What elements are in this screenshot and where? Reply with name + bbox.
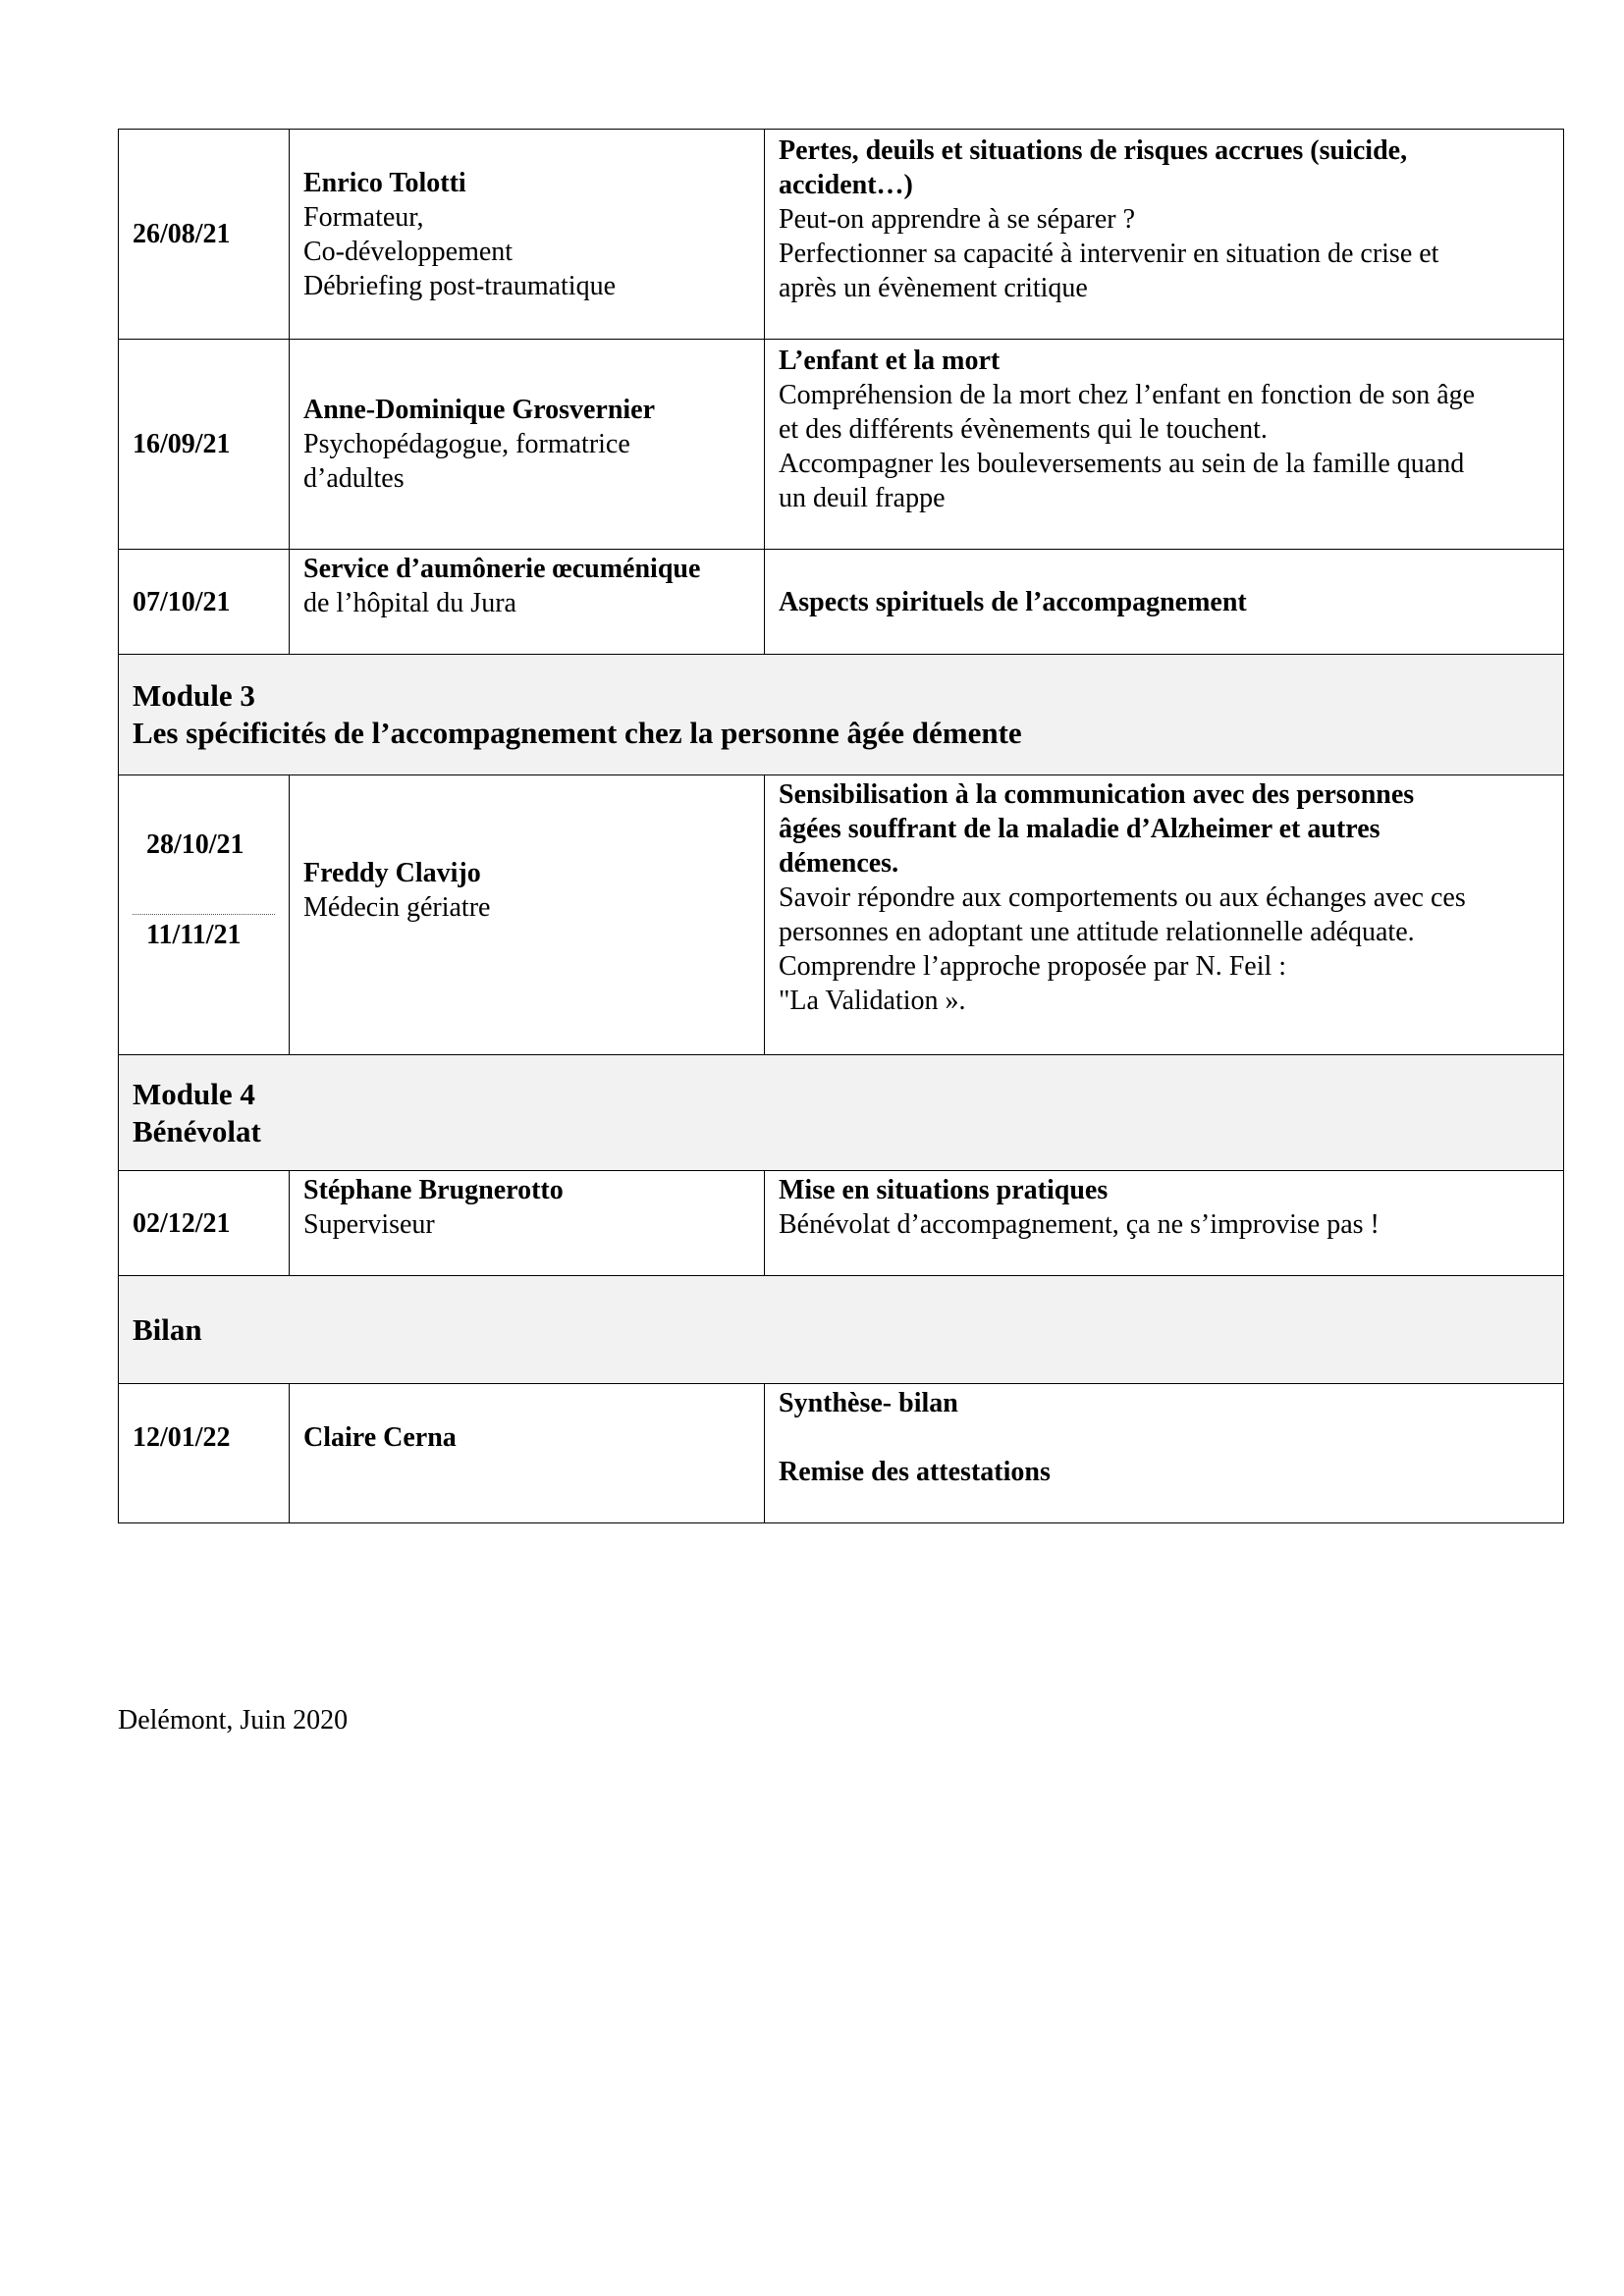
module-cell [119,655,1564,775]
topic-cell [765,1171,1564,1276]
topic-text: Accompagner les bouleversements au sein de la famille quand [779,449,1465,479]
table-row [119,130,1564,340]
module-header [119,1055,1564,1171]
speaker-name: Service d’aumônerie œcuménique [303,554,701,584]
topic-text: après un évènement critique [779,273,1088,303]
topic-title: Aspects spirituels de l’accompagnement [779,586,1247,617]
table-row [119,550,1564,655]
topic-cell [765,775,1564,1055]
session-date-cell [119,775,290,1055]
table-row [119,1171,1564,1276]
module-label: Bilan [133,1311,202,1347]
topic-title: Sensibilisation à la communication avec des personnes [779,779,1415,810]
module-label: Module 4 [133,1076,255,1111]
topic-title: L’enfant et la mort [779,346,1001,376]
topic-text: Compréhension de la mort chez l’enfant en fonction de son âge [779,380,1476,410]
topic-title: Remise des attestations [779,1457,1051,1487]
module-header [119,655,1564,775]
topic-text: "La Validation ». [779,986,966,1016]
speaker-role: Co-développement [303,236,514,267]
session-date: 07/10/21 [119,550,290,655]
session-date: 26/08/21 [119,130,290,340]
topic-text: Peut-on apprendre à se séparer ? [779,204,1136,235]
speaker-cell [290,1171,765,1276]
topic-text: Savoir répondre aux comportements ou aux échanges avec ces [779,882,1466,913]
topic-title: Synthèse- bilan [779,1388,958,1418]
topic-cell [765,550,1564,655]
topic-text: et des différents évènements qui le touchent. [779,414,1268,445]
topic-title: âgées souffrant de la maladie d’Alzheimer et autres [779,814,1380,844]
session-date: 11/11/21 [146,919,242,950]
module-cell [119,1276,1564,1384]
table-row [119,775,1564,1055]
speaker-name: Claire Cerna [303,1422,457,1453]
speaker-role: de l’hôpital du Jura [303,588,516,618]
topic-cell [765,130,1564,340]
speaker-role: Psychopédagogue, formatrice [303,429,630,459]
session-date: 16/09/21 [119,340,290,550]
topic-text: un deuil frappe [779,483,946,513]
speaker-name: Freddy Clavijo [303,858,481,888]
topic-title: accident…) [779,170,913,200]
module-cell [119,1055,1564,1171]
speaker-role: Médecin gériatre [303,892,491,923]
topic-cell [765,340,1564,550]
topic-cell [765,1384,1564,1523]
table-row [119,340,1564,550]
topic-text: personnes en adoptant une attitude relationnelle adéquate. [779,917,1415,947]
speaker-cell [290,775,765,1055]
speaker-role: Débriefing post-traumatique [303,270,617,301]
topic-title: Mise en situations pratiques [779,1175,1109,1205]
topic-title: Pertes, deuils et situations de risques accrues (suicide, [779,135,1408,166]
module-title: Les spécificités de l’accompagnement chez la personne âgée démente [133,716,1022,750]
speaker-cell [290,340,765,550]
module-title: Bénévolat [133,1113,261,1148]
session-date: 12/01/22 [119,1384,290,1523]
session-date: 02/12/21 [119,1171,290,1276]
speaker-name: Stéphane Brugnerotto [303,1175,564,1205]
speaker-role: Formateur, [303,201,424,233]
program-table [118,129,1564,1523]
speaker-name: Anne-Dominique Grosvernier [303,395,656,425]
table-row [119,1384,1564,1523]
speaker-name: Enrico Tolotti [303,167,466,198]
speaker-role: d’adultes [303,463,405,494]
footer-place-date: Delémont, Juin 2020 [118,1705,349,1735]
topic-text: Comprendre l’approche proposée par N. Feil : [779,951,1287,982]
module-label: Module 3 [133,678,255,713]
topic-title: démences. [779,848,899,879]
speaker-role: Superviseur [303,1209,435,1240]
module-header [119,1276,1564,1384]
speaker-cell [290,550,765,655]
topic-text: Bénévolat d’accompagnement, ça ne s’improvise pas ! [779,1209,1380,1240]
topic-text: Perfectionner sa capacité à intervenir en situation de crise et [779,239,1439,269]
speaker-cell [290,130,765,340]
speaker-cell [290,1384,765,1523]
session-date: 28/10/21 [133,775,275,915]
